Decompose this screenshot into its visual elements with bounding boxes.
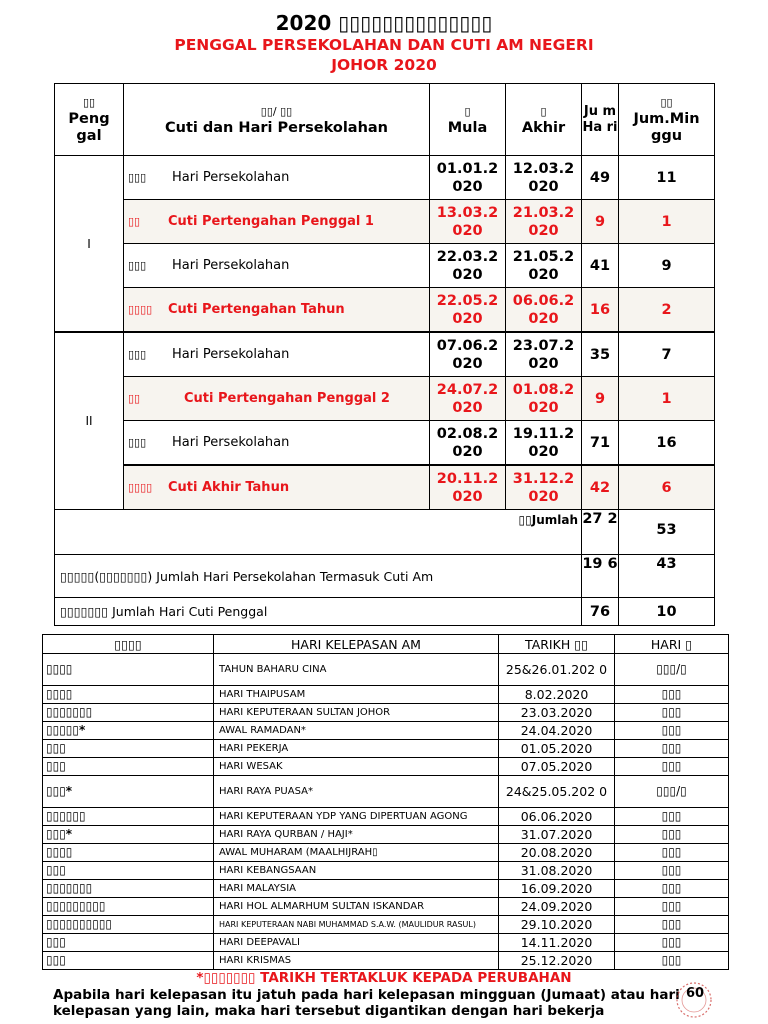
period-start: 01.01.2 020: [430, 156, 506, 200]
term-row: [55, 377, 715, 421]
holiday-row: [43, 808, 729, 826]
holiday-row: [43, 862, 729, 880]
holiday-day: ▯▯▯: [615, 722, 729, 740]
holiday-cjk: ▯▯▯: [43, 934, 214, 952]
holiday-row: [43, 704, 729, 722]
holiday-row: [43, 934, 729, 952]
header-description: ▯▯/ ▯▯ Cuti dan Hari Persekolahan: [124, 84, 430, 156]
holiday-name: HARI WESAK: [214, 758, 499, 776]
holiday-days-row: [55, 598, 715, 626]
holiday-row: [43, 776, 729, 808]
holiday-day: ▯▯▯: [615, 740, 729, 758]
period-start: 07.06.2 020: [430, 332, 506, 377]
holiday-date: 24.09.2020: [499, 898, 615, 916]
holiday-day: ▯▯▯: [615, 898, 729, 916]
period-start: 20.11.2 020: [430, 465, 506, 510]
header-end: ▯ Akhir: [506, 84, 582, 156]
header-holiday-cjk: ▯▯▯▯: [43, 635, 214, 654]
holiday-cjk: ▯▯▯*: [43, 776, 214, 808]
period-description: ▯▯▯▯ Cuti Pertengahan Tahun: [124, 288, 430, 333]
holiday-cjk: ▯▯▯▯: [43, 654, 214, 686]
holiday-date: 06.06.2020: [499, 808, 615, 826]
period-weeks: 11: [619, 156, 715, 200]
holiday-day: ▯▯▯: [615, 952, 729, 970]
holiday-day: ▯▯▯: [615, 704, 729, 722]
holiday-date: 23.03.2020: [499, 704, 615, 722]
holiday-row: [43, 880, 729, 898]
holiday-row: [43, 826, 729, 844]
term-label: I: [55, 156, 124, 333]
total-weeks: 53: [619, 510, 715, 555]
period-days: 16: [582, 288, 619, 333]
holiday-date: 24&25.05.202 0: [499, 776, 615, 808]
footer-line-2: kelepasan yang lain, maka hari tersebut digantikan dengan hari bekerja: [53, 1003, 605, 1019]
holiday-day: ▯▯▯: [615, 758, 729, 776]
holiday-name: HARI PEKERJA: [214, 740, 499, 758]
page-title: 2020 ▯▯▯▯▯▯▯▯▯▯▯▯▯▯: [275, 11, 493, 35]
school-days-label: ▯▯▯▯▯(▯▯▯▯▯▯▯) Jumlah Hari Persekolahan Termasuk Cuti Am: [55, 555, 582, 598]
period-days: 9: [582, 200, 619, 244]
holiday-row: [43, 758, 729, 776]
term-row: [55, 288, 715, 333]
holiday-cjk: ▯▯▯▯▯▯▯: [43, 880, 214, 898]
period-start: 22.03.2 020: [430, 244, 506, 288]
holiday-day: ▯▯▯: [615, 934, 729, 952]
term-row: [55, 332, 715, 377]
page-subtitle-line1: PENGGAL PERSEKOLAHAN DAN CUTI AM NEGERI: [174, 36, 594, 54]
period-description: ▯▯▯ Hari Persekolahan: [124, 421, 430, 466]
holiday-name: HARI RAYA QURBAN / HAJI*: [214, 826, 499, 844]
term-row: [55, 200, 715, 244]
period-days: 41: [582, 244, 619, 288]
header-holiday-day: HARI ▯: [615, 635, 729, 654]
holiday-name: HARI HOL ALMARHUM SULTAN ISKANDAR: [214, 898, 499, 916]
holiday-date: 29.10.2020: [499, 916, 615, 934]
period-end: 21.03.2 020: [506, 200, 582, 244]
period-weeks: 16: [619, 421, 715, 466]
period-end: 01.08.2 020: [506, 377, 582, 421]
period-start: 13.03.2 020: [430, 200, 506, 244]
header-weeks: ▯▯ Jum.Min ggu: [619, 84, 715, 156]
holiday-date: 24.04.2020: [499, 722, 615, 740]
total-row: [55, 510, 715, 555]
period-days: 49: [582, 156, 619, 200]
header-holiday-name: HARI KELEPASAN AM: [214, 635, 499, 654]
period-weeks: 1: [619, 200, 715, 244]
period-days: 9: [582, 377, 619, 421]
holiday-cjk: ▯▯▯: [43, 740, 214, 758]
holiday-day: ▯▯▯/▯: [615, 654, 729, 686]
holiday-row: [43, 952, 729, 970]
holiday-row: [43, 844, 729, 862]
holiday-name: AWAL MUHARAM (MAALHIJRAH▯: [214, 844, 499, 862]
period-start: 22.05.2 020: [430, 288, 506, 333]
period-days: 71: [582, 421, 619, 466]
period-description: ▯▯ Cuti Pertengahan Penggal 2: [124, 377, 430, 421]
term-row: [55, 156, 715, 200]
holiday-cjk: ▯▯▯▯▯▯▯▯▯▯: [43, 916, 214, 934]
holiday-date: 16.09.2020: [499, 880, 615, 898]
header-start: ▯ Mula: [430, 84, 506, 156]
holiday-name: HARI DEEPAVALI: [214, 934, 499, 952]
header-holiday-date: TARIKH ▯▯: [499, 635, 615, 654]
holiday-cjk: ▯▯▯: [43, 758, 214, 776]
page-number: 60: [686, 986, 705, 1001]
holiday-date: 01.05.2020: [499, 740, 615, 758]
holiday-cjk: ▯▯▯▯▯▯: [43, 808, 214, 826]
holiday-day: ▯▯▯: [615, 916, 729, 934]
holiday-day: ▯▯▯: [615, 808, 729, 826]
term-row: [55, 465, 715, 510]
school-days-row: [55, 555, 715, 598]
holiday-row: [43, 654, 729, 686]
total-days: 27 2: [582, 510, 619, 555]
period-weeks: 6: [619, 465, 715, 510]
holiday-date: 20.08.2020: [499, 844, 615, 862]
holiday-row: [43, 686, 729, 704]
period-weeks: 2: [619, 288, 715, 333]
period-end: 19.11.2 020: [506, 421, 582, 466]
holiday-day: ▯▯▯: [615, 686, 729, 704]
period-end: 21.05.2 020: [506, 244, 582, 288]
date-change-note: *▯▯▯▯▯▯▯ TARIKH TERTAKLUK KEPADA PERUBAHAN: [196, 970, 572, 986]
holiday-name: AWAL RAMADAN*: [214, 722, 499, 740]
period-start: 24.07.2 020: [430, 377, 506, 421]
holiday-name: HARI KEPUTERAAN NABI MUHAMMAD S.A.W. (MAULIDUR RASUL): [214, 916, 499, 934]
holiday-date: 25.12.2020: [499, 952, 615, 970]
holiday-date: 14.11.2020: [499, 934, 615, 952]
holiday-row: [43, 898, 729, 916]
period-description: ▯▯▯▯ Cuti Akhir Tahun: [124, 465, 430, 510]
period-description: ▯▯▯ Hari Persekolahan: [124, 156, 430, 200]
holiday-day: ▯▯▯/▯: [615, 776, 729, 808]
period-end: 06.06.2 020: [506, 288, 582, 333]
period-description: ▯▯▯ Hari Persekolahan: [124, 244, 430, 288]
period-end: 31.12.2 020: [506, 465, 582, 510]
period-days: 42: [582, 465, 619, 510]
period-weeks: 1: [619, 377, 715, 421]
holiday-cjk: ▯▯▯▯: [43, 686, 214, 704]
school-days-weeks: 43: [619, 555, 715, 598]
holiday-cjk: ▯▯▯▯: [43, 844, 214, 862]
term-table-header: [55, 84, 715, 156]
holiday-date: 25&26.01.202 0: [499, 654, 615, 686]
footer-line-1: Apabila hari kelepasan itu jatuh pada hari kelepasan mingguan (Jumaat) atau hari: [53, 987, 680, 1003]
holiday-row: [43, 740, 729, 758]
page-subtitle-line2: JOHOR 2020: [331, 56, 437, 74]
term-label: II: [55, 332, 124, 510]
holiday-name: HARI KEBANGSAAN: [214, 862, 499, 880]
period-description: ▯▯▯ Hari Persekolahan: [124, 332, 430, 377]
holiday-date: 07.05.2020: [499, 758, 615, 776]
holiday-day: ▯▯▯: [615, 862, 729, 880]
holiday-name: TAHUN BAHARU CINA: [214, 654, 499, 686]
period-end: 23.07.2 020: [506, 332, 582, 377]
holiday-day: ▯▯▯: [615, 826, 729, 844]
holiday-table-header: [43, 635, 729, 654]
holiday-day: ▯▯▯: [615, 880, 729, 898]
holiday-name: HARI KRISMAS: [214, 952, 499, 970]
school-days-count: 19 6: [582, 555, 619, 598]
holiday-days-count: 76: [582, 598, 619, 626]
holiday-cjk: ▯▯▯▯▯▯▯: [43, 704, 214, 722]
holiday-name: HARI KEPUTERAAN SULTAN JOHOR: [214, 704, 499, 722]
holiday-cjk: ▯▯▯*: [43, 826, 214, 844]
term-row: [55, 421, 715, 466]
holiday-cjk: ▯▯▯▯▯*: [43, 722, 214, 740]
holiday-cjk: ▯▯▯▯▯▯▯▯▯: [43, 898, 214, 916]
holiday-name: HARI MALAYSIA: [214, 880, 499, 898]
holiday-cjk: ▯▯▯: [43, 862, 214, 880]
holiday-row: [43, 722, 729, 740]
period-end: 12.03.2 020: [506, 156, 582, 200]
holiday-day: ▯▯▯: [615, 844, 729, 862]
holiday-cjk: ▯▯▯: [43, 952, 214, 970]
term-row: [55, 244, 715, 288]
header-days: Ju m Ha ri: [582, 84, 619, 156]
holiday-days-label: ▯▯▯▯▯▯▯ Jumlah Hari Cuti Penggal: [55, 598, 582, 626]
holiday-row: [43, 916, 729, 934]
holiday-name: HARI THAIPUSAM: [214, 686, 499, 704]
school-term-table: [54, 83, 715, 626]
header-penggal: ▯▯ Peng gal: [55, 84, 124, 156]
period-days: 35: [582, 332, 619, 377]
holiday-date: 31.08.2020: [499, 862, 615, 880]
period-start: 02.08.2 020: [430, 421, 506, 466]
period-weeks: 9: [619, 244, 715, 288]
period-weeks: 7: [619, 332, 715, 377]
total-label: ▯▯Jumlah: [55, 510, 582, 555]
public-holiday-table: [42, 634, 729, 970]
holiday-name: HARI RAYA PUASA*: [214, 776, 499, 808]
period-description: ▯▯ Cuti Pertengahan Penggal 1: [124, 200, 430, 244]
holiday-days-weeks: 10: [619, 598, 715, 626]
holiday-date: 31.07.2020: [499, 826, 615, 844]
holiday-date: 8.02.2020: [499, 686, 615, 704]
holiday-name: HARI KEPUTERAAN YDP YANG DIPERTUAN AGONG: [214, 808, 499, 826]
